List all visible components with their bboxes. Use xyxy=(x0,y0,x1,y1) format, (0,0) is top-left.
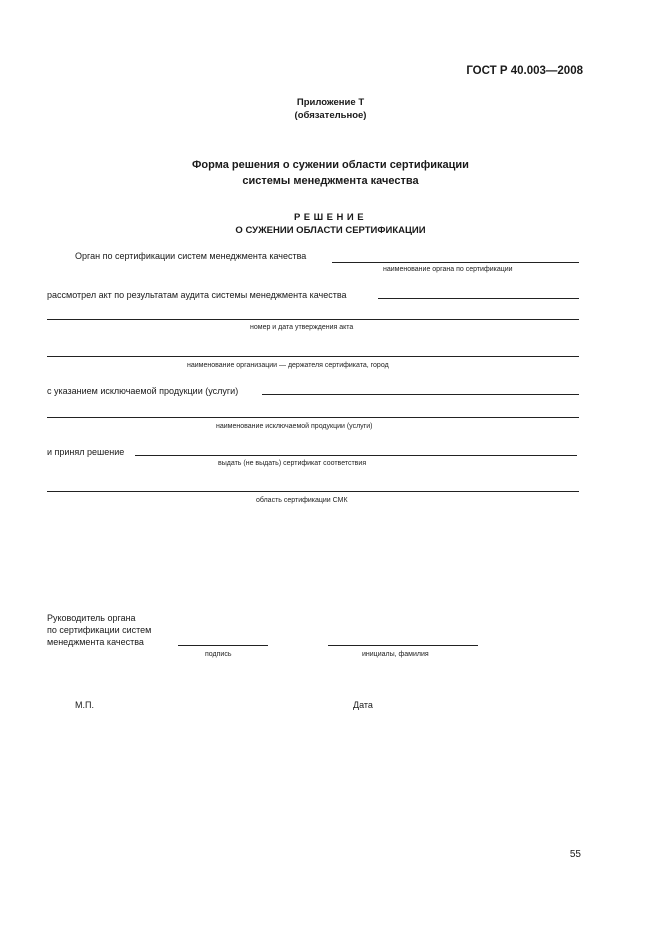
decision-field[interactable] xyxy=(135,455,577,456)
act-number-date-caption: номер и дата утверждения акта xyxy=(250,324,354,331)
signature-field[interactable] xyxy=(178,645,268,646)
certification-scope-caption: область сертификации СМК xyxy=(256,497,348,504)
decision-caption: выдать (не выдать) сертификат соответствия xyxy=(218,460,367,467)
certification-body-field[interactable] xyxy=(332,262,579,263)
decision-subtitle: О СУЖЕНИИ ОБЛАСТИ СЕРТИФИКАЦИИ xyxy=(235,225,426,236)
stamp-placeholder: М.П. xyxy=(75,700,94,710)
signatory-title-line2: по сертификации систем xyxy=(47,625,152,635)
certification-scope-field[interactable] xyxy=(47,491,579,492)
reviewed-act-label: рассмотрел акт по результатам аудита системы менеджмента качества xyxy=(47,290,347,300)
signatory-title xyxy=(47,612,151,648)
page-number: 55 xyxy=(569,849,581,860)
appendix-title: Приложение Т xyxy=(296,97,365,108)
excluded-products-field-2[interactable] xyxy=(47,417,579,418)
act-number-date-field[interactable] xyxy=(47,319,579,320)
form-title xyxy=(0,157,661,189)
organization-field[interactable] xyxy=(47,356,579,357)
document-standard-number: ГОСТ Р 40.003—2008 xyxy=(466,65,583,77)
certification-body-caption: наименование органа по сертификации xyxy=(383,266,513,273)
decision-word: РЕШЕНИЕ xyxy=(293,212,368,223)
decision-label: и принял решение xyxy=(47,447,125,457)
certification-body-label: Орган по сертификации систем менеджмента качества xyxy=(75,251,307,261)
reviewed-act-field[interactable] xyxy=(378,298,579,299)
appendix-heading xyxy=(0,96,661,122)
date-label: Дата xyxy=(353,700,373,710)
excluded-products-caption: наименование исключаемой продукции (услуги) xyxy=(216,423,373,430)
organization-caption: наименование организации — держателя сертификата, город xyxy=(187,362,389,369)
form-title-line1: Форма решения о сужении области сертификации xyxy=(192,159,469,171)
appendix-note: (обязательное) xyxy=(294,110,367,121)
name-field[interactable] xyxy=(328,645,478,646)
signatory-title-line3: менеджмента качества xyxy=(47,637,144,647)
name-caption: инициалы, фамилия xyxy=(362,651,429,658)
signature-caption: подпись xyxy=(205,651,232,658)
form-title-line2: системы менеджмента качества xyxy=(242,175,419,187)
decision-heading xyxy=(0,211,661,237)
excluded-products-field[interactable] xyxy=(262,394,579,395)
signatory-title-line1: Руководитель органа xyxy=(47,613,136,623)
excluded-products-label: с указанием исключаемой продукции (услуги) xyxy=(47,386,239,396)
